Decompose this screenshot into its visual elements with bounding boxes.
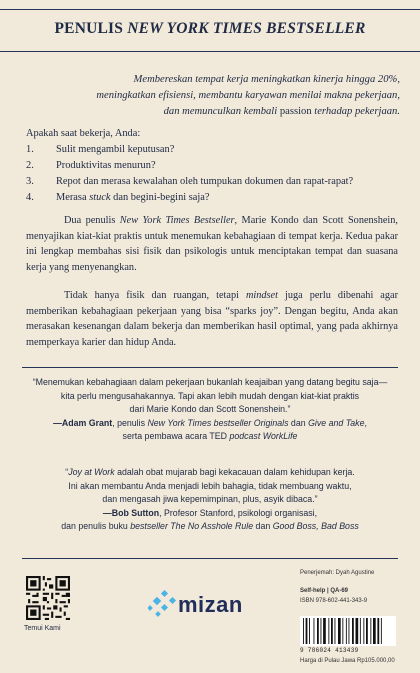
quote-line: “Menemukan kebahagiaan dalam pekerjaan bukanlah keajaiban yang datang begitu saja—	[32, 377, 388, 387]
category-label: Self-help | QA-69	[300, 588, 349, 594]
description-paragraph: Dua penulis New York Times Bestseller, Marie Kondo dan Scott Sonenshein, menyajikan kiat-kiat praktis untuk menemukan kebahagiaan di tempat kerja. Kedua pakar ini lengkap membahas sisi fisik dan psikologis untuk menciptakan tempat dan suasana kerja yang menyenangkan.	[26, 215, 398, 273]
quote-line: dan mengasah jiwa kepemimpinan, plus, asyik dibaca.”	[102, 494, 318, 505]
barcode	[300, 616, 396, 646]
intro-line: meningkatkan efisiensi, membantu karyawan menilai makna pekerjaan,	[96, 90, 400, 101]
barcode-digits: 9 786024 413439	[300, 647, 359, 654]
quote-attribution: —Bob Sutton, Profesor Stanford, psikologi organisasi,	[102, 507, 318, 518]
question-item: 2. Produktivitas menurun?	[26, 160, 156, 171]
quote-attribution: dan penulis buku bestseller The No Asshole Rule dan Good Boss, Bad Boss	[61, 521, 359, 532]
top-rule	[0, 9, 420, 10]
publisher-name: mizan	[178, 592, 243, 617]
footer-rule	[22, 558, 398, 559]
isbn-text: ISBN 978-602-441-343-9	[300, 598, 368, 604]
quote-attribution: serta pembawa acara TED podcast WorkLife	[122, 431, 298, 442]
section-rule	[22, 367, 398, 368]
question-heading: Apakah saat bekerja, Anda:	[26, 128, 141, 139]
quote-attribution: —Adam Grant, penulis New York Times bestseller Originals dan Give and Take,	[53, 417, 367, 428]
endorsement-quote	[22, 376, 398, 444]
question-item: 1. Sulit mengambil keputusan?	[26, 144, 175, 155]
qr-label: Temui Kami	[24, 625, 61, 632]
question-item: 4. Merasa stuck dan begini-begini saja?	[26, 192, 210, 203]
translator-credit: Penerjemah: Dyah Agustine	[300, 570, 375, 576]
quote-line: “Joy at Work adalah obat mujarab bagi kekacauan dalam kehidupan kerja.	[65, 467, 355, 477]
question-item: 3. Repot dan merasa kewalahan oleh tumpukan dokumen dan rapat-rapat?	[26, 176, 354, 187]
heading-rule	[0, 51, 420, 52]
heading-italic: NEW YORK TIMES BESTSELLER	[127, 20, 366, 37]
description-paragraph: Tidak hanya fisik dan ruangan, tetapi mindset juga perlu dibenahi agar memberikan kebahagiaan pekerjaan yang bisa “sparks joy”. Dengan begitu, Anda akan merasakan kesenangan dalam bekerja dan memberikan hasil optimal, yang pada akhirnya memperkaya karier dan hidup Anda.	[26, 290, 399, 348]
intro-line: dan memunculkan kembali passion terhadap pekerjaan.	[163, 106, 400, 117]
quote-line: dari Marie Kondo dan Scott Sonenshein.”	[129, 404, 291, 415]
heading-prefix: PENULIS	[54, 20, 128, 37]
intro-line: Membereskan tempat kerja meningkatkan kinerja hingga 20%,	[133, 74, 400, 85]
cover-heading	[0, 20, 420, 38]
quote-line: kita perlu mengusahakannya. Tapi akan lebih mudah dengan kiat-kiat praktis	[60, 390, 360, 401]
price-label: Harga di Pulau Jawa Rp105.000,00	[300, 658, 395, 664]
qr-code[interactable]	[26, 576, 70, 620]
quote-line: Ini akan membantu Anda menjadi lebih bahagia, tidak membuang waktu,	[68, 480, 352, 491]
intro-blurb	[20, 72, 400, 120]
endorsement-quote	[22, 466, 398, 534]
